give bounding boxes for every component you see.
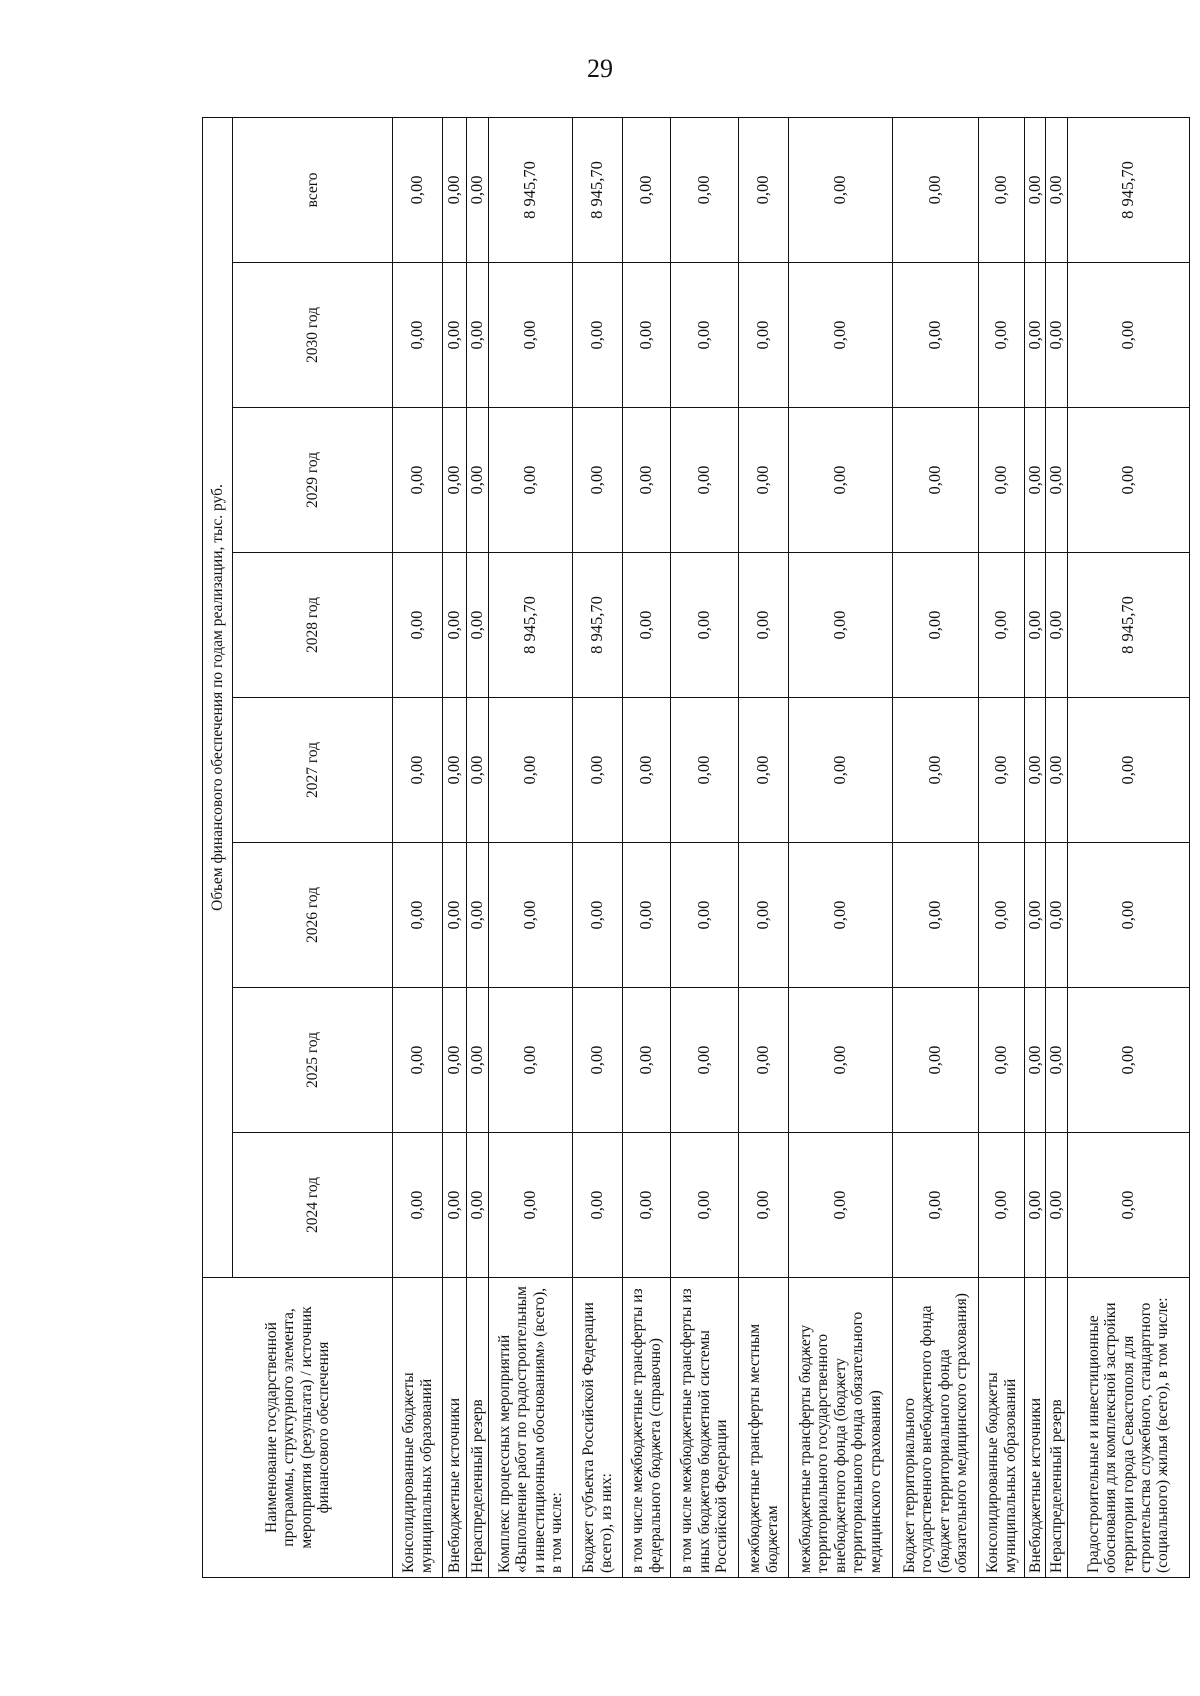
value-cell: 0,00 [1025, 553, 1046, 698]
value-cell: 0,00 [1046, 843, 1067, 988]
value-cell: 0,00 [393, 843, 443, 988]
value-cell: 0,00 [789, 698, 893, 843]
value-cell: 0,00 [979, 408, 1025, 553]
value-cell: 8 945,70 [489, 117, 573, 262]
row-name-cell: Консолидированные бюджеты муниципальных образований [979, 1278, 1025, 1578]
value-cell: 0,00 [1067, 698, 1189, 843]
year-header-cell: 2024 год [233, 1133, 393, 1278]
value-cell: 0,00 [443, 408, 467, 553]
value-cell: 0,00 [573, 1133, 623, 1278]
table-row [1067, 117, 1189, 1577]
value-cell: 0,00 [393, 698, 443, 843]
table-row [467, 117, 489, 1577]
value-cell: 0,00 [789, 117, 893, 262]
year-header-cell: всего [233, 117, 393, 262]
page-number: 29 [587, 54, 613, 83]
value-cell: 0,00 [671, 698, 739, 843]
value-cell: 0,00 [979, 117, 1025, 262]
value-cell: 0,00 [467, 1133, 489, 1278]
value-cell: 0,00 [489, 408, 573, 553]
value-cell: 0,00 [467, 408, 489, 553]
value-cell: 0,00 [573, 698, 623, 843]
value-cell: 0,00 [467, 843, 489, 988]
row-name-cell: Консолидированные бюджеты муниципальных образований [393, 1278, 443, 1578]
value-cell: 0,00 [893, 408, 979, 553]
value-cell: 0,00 [739, 843, 789, 988]
value-cell: 0,00 [979, 553, 1025, 698]
value-cell: 0,00 [623, 117, 671, 262]
value-cell: 0,00 [393, 263, 443, 408]
year-header-cell: 2026 год [233, 843, 393, 988]
year-header-cell: 2029 год [233, 408, 393, 553]
row-name-cell: Внебюджетные источники [443, 1278, 467, 1578]
row-name-cell: Градостроительные и инвестиционные обоснования для комплексной застройки территории города Севастополя для строительства служебного, стандартного (социального) жилья (всего), в том числе: [1067, 1278, 1189, 1578]
value-cell: 0,00 [1025, 1133, 1046, 1278]
value-cell: 0,00 [623, 1133, 671, 1278]
value-cell: 0,00 [489, 263, 573, 408]
table-row [789, 117, 893, 1577]
value-cell: 0,00 [979, 988, 1025, 1133]
year-header-cell: 2025 год [233, 988, 393, 1133]
financing-table [202, 117, 1190, 1578]
value-cell: 0,00 [1046, 1133, 1067, 1278]
value-cell: 0,00 [443, 1133, 467, 1278]
value-cell: 0,00 [1067, 408, 1189, 553]
value-cell: 0,00 [623, 843, 671, 988]
value-cell: 0,00 [393, 408, 443, 553]
value-cell: 0,00 [623, 263, 671, 408]
value-cell: 0,00 [739, 263, 789, 408]
value-cell: 0,00 [789, 263, 893, 408]
value-cell: 0,00 [671, 408, 739, 553]
value-cell: 0,00 [1046, 263, 1067, 408]
value-cell: 0,00 [1046, 698, 1067, 843]
row-name-cell: Внебюджетные источники [1025, 1278, 1046, 1578]
value-cell: 0,00 [1025, 843, 1046, 988]
value-cell: 0,00 [1067, 1133, 1189, 1278]
value-cell: 0,00 [573, 408, 623, 553]
value-cell: 0,00 [893, 843, 979, 988]
value-cell: 0,00 [489, 988, 573, 1133]
value-cell: 0,00 [623, 988, 671, 1133]
value-cell: 8 945,70 [489, 553, 573, 698]
value-cell: 0,00 [1025, 117, 1046, 262]
value-cell: 0,00 [467, 988, 489, 1133]
value-cell: 0,00 [1046, 988, 1067, 1133]
value-cell: 0,00 [1046, 553, 1067, 698]
rotated-table-frame [202, 118, 1172, 1578]
value-cell: 0,00 [1025, 698, 1046, 843]
value-cell: 0,00 [671, 1133, 739, 1278]
value-cell: 0,00 [979, 843, 1025, 988]
value-cell: 0,00 [443, 843, 467, 988]
row-name-cell: межбюджетные трансферты местным бюджетам [739, 1278, 789, 1578]
value-cell: 0,00 [443, 553, 467, 698]
row-name-cell: Бюджет субъекта Российской Федерации (всего), из них: [573, 1278, 623, 1578]
value-cell: 0,00 [1025, 408, 1046, 553]
value-cell: 0,00 [1046, 408, 1067, 553]
value-cell: 0,00 [1067, 988, 1189, 1133]
value-cell: 0,00 [489, 1133, 573, 1278]
table-row [489, 117, 573, 1577]
table-row [573, 117, 623, 1577]
value-cell: 0,00 [979, 698, 1025, 843]
value-cell: 0,00 [671, 843, 739, 988]
value-cell: 0,00 [789, 988, 893, 1133]
value-cell: 0,00 [671, 117, 739, 262]
row-name-cell: в том числе межбюджетные трансферты из федерального бюджета (справочно) [623, 1278, 671, 1578]
value-cell: 0,00 [467, 117, 489, 262]
value-cell: 0,00 [1067, 263, 1189, 408]
value-cell: 0,00 [739, 698, 789, 843]
value-cell: 8 945,70 [573, 117, 623, 262]
table-row [443, 117, 467, 1577]
table-row [739, 117, 789, 1577]
value-cell: 0,00 [671, 263, 739, 408]
value-cell: 0,00 [393, 988, 443, 1133]
value-cell: 0,00 [789, 1133, 893, 1278]
table-container [202, 118, 1172, 1578]
row-name-cell: Комплекс процессных мероприятий «Выполнение работ по градостроительным и инвестиционным обоснованиям» (всего), в том числе: [489, 1278, 573, 1578]
value-cell: 0,00 [893, 263, 979, 408]
value-cell: 0,00 [893, 698, 979, 843]
value-cell: 0,00 [623, 408, 671, 553]
value-cell: 0,00 [739, 1133, 789, 1278]
value-cell: 0,00 [789, 408, 893, 553]
table-row [979, 117, 1025, 1577]
value-cell: 0,00 [671, 988, 739, 1133]
value-cell: 0,00 [623, 553, 671, 698]
value-cell: 0,00 [893, 1133, 979, 1278]
value-cell: 0,00 [739, 553, 789, 698]
value-cell: 0,00 [443, 117, 467, 262]
row-name-cell: в том числе межбюджетные трансферты из иных бюджетов бюджетной системы Российской Федерации [671, 1278, 739, 1578]
value-cell: 0,00 [1067, 843, 1189, 988]
table-row [893, 117, 979, 1577]
value-cell: 0,00 [1025, 263, 1046, 408]
value-cell: 0,00 [893, 117, 979, 262]
table-row [393, 117, 443, 1577]
value-cell: 0,00 [979, 1133, 1025, 1278]
table-body [393, 117, 1190, 1577]
value-cell: 0,00 [393, 117, 443, 262]
value-cell: 0,00 [739, 988, 789, 1133]
value-cell: 0,00 [739, 408, 789, 553]
row-name-cell: Нераспределенный резерв [467, 1278, 489, 1578]
row-name-cell: межбюджетные трансферты бюджету территориального государственного внебюджетного фонда (бюджету территориального фонда обязательного медицинского страхования) [789, 1278, 893, 1578]
year-header-cell: 2028 год [233, 553, 393, 698]
value-cell: 0,00 [467, 263, 489, 408]
value-cell: 0,00 [1046, 117, 1067, 262]
table-row [623, 117, 671, 1577]
value-cell: 8 945,70 [1067, 117, 1189, 262]
value-cell: 0,00 [393, 1133, 443, 1278]
row-name-cell: Нераспределенный резерв [1046, 1278, 1067, 1578]
value-cell: 0,00 [623, 698, 671, 843]
value-cell: 0,00 [573, 988, 623, 1133]
value-cell: 0,00 [1025, 988, 1046, 1133]
value-cell: 8 945,70 [1067, 553, 1189, 698]
value-cell: 0,00 [443, 698, 467, 843]
value-cell: 0,00 [789, 553, 893, 698]
value-cell: 0,00 [893, 553, 979, 698]
value-cell: 0,00 [671, 553, 739, 698]
value-cell: 0,00 [739, 117, 789, 262]
value-cell: 0,00 [467, 553, 489, 698]
value-cell: 0,00 [893, 988, 979, 1133]
table-row [1025, 117, 1046, 1577]
year-header-cell: 2027 год [233, 698, 393, 843]
header-name-cell: Наименование государственной программы, структурного элемента, мероприятия (результата) / источник финансового обеспечения [203, 1278, 393, 1578]
row-name-cell: Бюджет территориального государственного внебюджетного фонда (бюджет территориального фонда обязательного медицинского страхования) [893, 1278, 979, 1578]
table-row [671, 117, 739, 1577]
header-group-cell: Объем финансового обеспечения по годам реализации, тыс. руб. [203, 117, 233, 1277]
value-cell: 0,00 [393, 553, 443, 698]
table-row [1046, 117, 1067, 1577]
value-cell: 8 945,70 [573, 553, 623, 698]
value-cell: 0,00 [443, 263, 467, 408]
year-header-cell: 2030 год [233, 263, 393, 408]
value-cell: 0,00 [573, 843, 623, 988]
value-cell: 0,00 [789, 843, 893, 988]
value-cell: 0,00 [443, 988, 467, 1133]
value-cell: 0,00 [489, 698, 573, 843]
value-cell: 0,00 [489, 843, 573, 988]
value-cell: 0,00 [979, 263, 1025, 408]
value-cell: 0,00 [467, 698, 489, 843]
value-cell: 0,00 [573, 263, 623, 408]
